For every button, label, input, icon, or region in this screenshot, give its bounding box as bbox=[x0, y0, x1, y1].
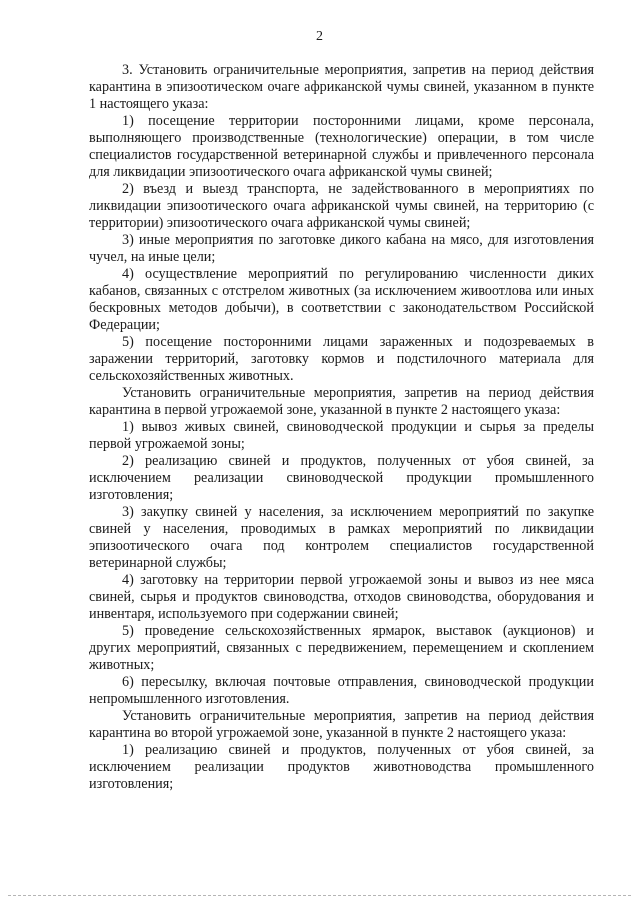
paragraph-outbreak-item-4: 4) осуществление мероприятий по регулированию численности диких кабанов, связанных с отстрелом животных (за исключением живоотлова или иных бескровных методов добычи), в соответствии с законодательством Российской Федерации; bbox=[89, 266, 594, 333]
paragraph-first-zone-item-1: 1) вывоз живых свиней, свиноводческой продукции и сырья за пределы первой угрожаемой зоны; bbox=[89, 419, 594, 452]
page-number: 2 bbox=[316, 29, 323, 44]
paragraph-first-zone-item-6: 6) пересылку, включая почтовые отправления, свиноводческой продукции непромышленного изготовления. bbox=[89, 674, 594, 707]
page-bottom-divider bbox=[8, 895, 631, 896]
paragraph-second-zone-item-1: 1) реализацию свиней и продуктов, полученных от убоя свиней, за исключением реализации продуктов животноводства промышленного изготовления; bbox=[89, 742, 594, 792]
paragraph-outbreak-item-2: 2) въезд и выезд транспорта, не задействованного в мероприятиях по ликвидации эпизоотического очага африканской чумы свиней, на территорию (с территории) эпизоотического очага африканской чумы свиней; bbox=[89, 181, 594, 231]
paragraph-second-zone-intro: Установить ограничительные мероприятия, запретив на период действия карантина во второй угрожаемой зоне, указанной в пункте 2 настоящего указа: bbox=[89, 708, 594, 741]
paragraph-first-zone-item-3: 3) закупку свиней у населения, за исключением мероприятий по закупке свиней у населения, проводимых в рамках мероприятий по ликвидации эпизоотического очага под контролем специалистов государственной ветеринарной службы; bbox=[89, 504, 594, 571]
paragraph-first-zone-intro: Установить ограничительные мероприятия, запретив на период действия карантина в первой угрожаемой зоне, указанной в пункте 2 настоящего указа: bbox=[89, 385, 594, 418]
paragraph-first-zone-item-5: 5) проведение сельскохозяйственных ярмарок, выставок (аукционов) и других мероприятий, связанных с передвижением, перемещением и скоплением животных; bbox=[89, 623, 594, 673]
paragraph-first-zone-item-4: 4) заготовку на территории первой угрожаемой зоны и вывоз из нее мяса свиней, сырья и продуктов свиноводства, отходов свиноводства, оборудования и инвентаря, используемого при содержании свиней; bbox=[89, 572, 594, 622]
paragraph-outbreak-item-5: 5) посещение посторонними лицами зараженных и подозреваемых в заражении территорий, заготовку кормов и подстилочного материала для сельскохозяйственных животных. bbox=[89, 334, 594, 384]
document-body bbox=[89, 62, 594, 793]
paragraph-outbreak-item-1: 1) посещение территории посторонними лицами, кроме персонала, выполняющего производственные (технологические) операции, в том числе специалистов государственной ветеринарной службы и привлеченного персонала для ликвидации эпизоотического очага африканской чумы свиней; bbox=[89, 113, 594, 180]
paragraph-outbreak-item-3: 3) иные мероприятия по заготовке дикого кабана на мясо, для изготовления чучел, на иные цели; bbox=[89, 232, 594, 265]
paragraph-restrictions-outbreak-intro: 3. Установить ограничительные мероприятия, запретив на период действия карантина в эпизоотическом очаге африканской чумы свиней, указанном в пункте 1 настоящего указа: bbox=[89, 62, 594, 112]
paragraph-first-zone-item-2: 2) реализацию свиней и продуктов, полученных от убоя свиней, за исключением реализации свиноводческой продукции промышленного изготовления; bbox=[89, 453, 594, 503]
